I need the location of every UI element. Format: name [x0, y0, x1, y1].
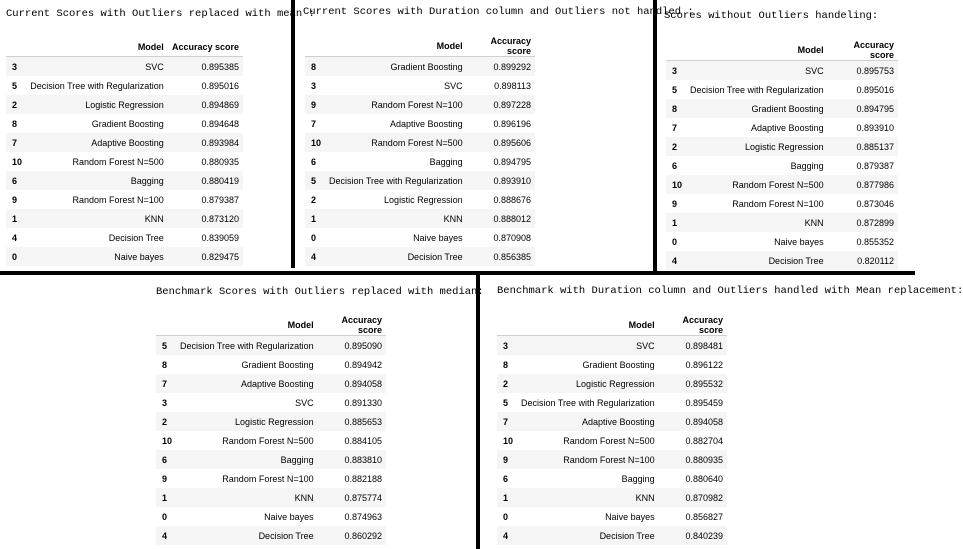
accuracy-score-cell: 0.880419 [168, 171, 243, 190]
accuracy-score-cell: 0.891330 [344, 397, 382, 408]
scores-table-current-duration [305, 36, 535, 266]
column-header-model: Model [686, 40, 828, 61]
table-row [6, 95, 243, 114]
scores-table-benchmark-duration-mean [497, 315, 727, 545]
model-name-cell: Random Forest N=100 [222, 473, 314, 484]
row-index: 0 [162, 511, 168, 522]
table-row [497, 355, 727, 374]
table-row [6, 228, 243, 247]
table-row [305, 247, 535, 266]
table-row [6, 133, 243, 152]
table-row [305, 133, 535, 152]
separator-vertical-1 [291, 0, 295, 268]
table-row [305, 152, 535, 171]
table-row [666, 251, 898, 270]
panel-title-current-duration: Current Scores with Duration column and Outliers not handled : [303, 6, 694, 18]
column-header-accuracy: Accuracy score [659, 315, 727, 336]
model-name-cell: Random Forest N=100 [72, 194, 164, 205]
accuracy-score-cell: 0.894942 [344, 359, 382, 370]
table-row [6, 152, 243, 171]
model-name-cell: Random Forest N=100 [325, 95, 467, 114]
table-row [6, 57, 243, 77]
model-name-cell: Gradient Boosting [91, 118, 164, 129]
model-name-cell: Naive bayes [774, 236, 824, 247]
model-name-cell: Bagging [176, 450, 318, 469]
accuracy-score-cell: 0.829475 [168, 247, 243, 266]
accuracy-score-cell: 0.898481 [659, 336, 727, 356]
model-name-cell: Naive bayes [26, 247, 168, 266]
accuracy-score-cell: 0.884105 [344, 435, 382, 446]
table-row [497, 336, 727, 356]
table-row [666, 137, 898, 156]
model-name-cell: SVC [26, 57, 168, 77]
accuracy-score-cell: 0.882188 [344, 473, 382, 484]
panel-title-current-mean: Current Scores with Outliers replaced with mean : [6, 8, 315, 20]
table-row [497, 374, 727, 393]
model-name-cell: Logistic Regression [517, 374, 659, 393]
table-row [497, 450, 727, 469]
table-row [666, 99, 898, 118]
accuracy-score-cell: 0.856827 [685, 511, 723, 522]
accuracy-score-cell: 0.870982 [659, 488, 727, 507]
row-index: 7 [497, 412, 517, 431]
accuracy-score-cell: 0.894795 [828, 99, 898, 118]
model-name-cell: Adaptive Boosting [176, 374, 318, 393]
table-row [305, 95, 535, 114]
accuracy-score-cell: 0.888676 [493, 194, 531, 205]
model-name-cell: Gradient Boosting [241, 359, 314, 370]
model-name-cell: Logistic Regression [686, 137, 828, 156]
row-index: 2 [156, 412, 176, 431]
model-name-cell: Bagging [790, 160, 824, 171]
table-row [497, 469, 727, 488]
row-index: 3 [162, 397, 168, 408]
table-row [666, 194, 898, 213]
row-index: 0 [503, 511, 509, 522]
accuracy-score-cell: 0.895532 [659, 374, 727, 393]
table-row [497, 393, 727, 412]
row-index: 1 [305, 209, 325, 228]
row-index: 6 [503, 473, 509, 484]
row-index: 6 [6, 171, 26, 190]
accuracy-score-cell: 0.880935 [201, 156, 239, 167]
row-index: 10 [12, 156, 23, 167]
model-name-cell: Gradient Boosting [325, 57, 467, 77]
accuracy-score-cell: 0.839059 [201, 232, 239, 243]
table-header-row [497, 315, 727, 336]
panel-title-benchmark-duration-mean: Benchmark with Duration column and Outliers handled with Mean replacement: [497, 285, 963, 297]
model-name-cell: Naive bayes [413, 232, 463, 243]
model-name-cell: Naive bayes [605, 511, 655, 522]
accuracy-score-cell: 0.894058 [659, 412, 727, 431]
row-index: 10 [305, 133, 325, 152]
row-index: 3 [311, 80, 317, 91]
row-index: 8 [305, 57, 325, 77]
accuracy-score-cell: 0.883810 [318, 450, 386, 469]
model-name-cell: Gradient Boosting [582, 359, 655, 370]
table-row [6, 247, 243, 266]
accuracy-score-cell: 0.894648 [201, 118, 239, 129]
model-name-cell: Adaptive Boosting [517, 412, 659, 431]
row-index: 9 [12, 194, 18, 205]
row-index: 5 [305, 171, 325, 190]
scores-table-no-outliers [666, 40, 898, 270]
row-index: 3 [6, 57, 26, 77]
row-index: 7 [156, 374, 176, 393]
row-index: 6 [311, 156, 317, 167]
row-index: 9 [672, 198, 678, 209]
row-index: 10 [162, 435, 173, 446]
row-index: 0 [311, 232, 317, 243]
accuracy-score-cell: 0.856385 [467, 247, 535, 266]
separator-vertical-2 [653, 0, 657, 272]
accuracy-score-cell: 0.895090 [318, 336, 386, 356]
accuracy-score-cell: 0.893910 [467, 171, 535, 190]
table-row [305, 209, 535, 228]
table-row [666, 213, 898, 232]
model-name-cell: KNN [325, 209, 467, 228]
table-row [666, 118, 898, 137]
accuracy-score-cell: 0.820112 [828, 251, 898, 270]
row-index: 6 [672, 160, 678, 171]
table-row [666, 175, 898, 194]
accuracy-score-cell: 0.899292 [467, 57, 535, 77]
table-header-row [666, 40, 898, 61]
table-row [156, 450, 386, 469]
table-row [497, 526, 727, 545]
row-index: 8 [666, 99, 686, 118]
model-name-cell: Random Forest N=500 [325, 133, 467, 152]
column-header-accuracy: Accuracy score [318, 315, 386, 336]
model-name-cell: Decision Tree [108, 232, 164, 243]
table-row [305, 114, 535, 133]
row-index: 1 [666, 213, 686, 232]
accuracy-score-cell: 0.896122 [685, 359, 723, 370]
row-index: 1 [497, 488, 517, 507]
accuracy-score-cell: 0.896196 [493, 118, 531, 129]
table-row [156, 526, 386, 545]
accuracy-score-cell: 0.879387 [856, 160, 894, 171]
model-name-cell: Random Forest N=500 [222, 435, 314, 446]
model-name-cell: Decision Tree with Regularization [521, 397, 655, 408]
accuracy-score-cell: 0.895606 [467, 133, 535, 152]
accuracy-score-cell: 0.894058 [318, 374, 386, 393]
model-name-cell: Decision Tree with Regularization [325, 171, 467, 190]
model-name-cell: Random Forest N=100 [517, 450, 659, 469]
model-name-cell: Adaptive Boosting [390, 118, 463, 129]
scores-table-current-mean [6, 37, 243, 266]
model-name-cell: Decision Tree with Regularization [176, 336, 318, 356]
table-row [6, 76, 243, 95]
row-index: 8 [162, 359, 168, 370]
table-row [666, 232, 898, 251]
model-name-cell: Decision Tree with Regularization [690, 84, 824, 95]
row-index: 5 [503, 397, 509, 408]
accuracy-score-cell: 0.895385 [168, 57, 243, 77]
table-row [156, 488, 386, 507]
accuracy-score-cell: 0.860292 [318, 526, 386, 545]
accuracy-score-cell: 0.895753 [828, 61, 898, 81]
accuracy-score-cell: 0.873120 [168, 209, 243, 228]
accuracy-score-cell: 0.875774 [318, 488, 386, 507]
model-name-cell: KNN [26, 209, 168, 228]
table-row [156, 469, 386, 488]
table-row [305, 171, 535, 190]
column-header-model: Model [325, 36, 467, 57]
scores-table-benchmark-median [156, 315, 386, 545]
row-index: 9 [162, 473, 168, 484]
table-row [666, 156, 898, 175]
table-row [6, 209, 243, 228]
row-index: 2 [666, 137, 686, 156]
separator-horizontal [0, 271, 915, 275]
model-name-cell: KNN [686, 213, 828, 232]
column-header-model: Model [517, 315, 659, 336]
row-index: 7 [6, 133, 26, 152]
row-index: 1 [156, 488, 176, 507]
model-name-cell: Bagging [621, 473, 655, 484]
row-index: 8 [12, 118, 18, 129]
model-name-cell: KNN [517, 488, 659, 507]
row-index: 9 [305, 95, 325, 114]
row-index: 3 [666, 61, 686, 81]
panel-title-no-outliers: Scores without Outliers handeling: [664, 10, 879, 22]
accuracy-score-cell: 0.893984 [168, 133, 243, 152]
row-index: 4 [12, 232, 18, 243]
row-index: 5 [156, 336, 176, 356]
separator-vertical-3 [476, 275, 480, 549]
row-index: 2 [311, 194, 317, 205]
table-row [666, 80, 898, 99]
column-header-accuracy: Accuracy score [467, 36, 535, 57]
model-name-cell: Decision Tree [517, 526, 659, 545]
model-name-cell: Random Forest N=500 [72, 156, 164, 167]
accuracy-score-cell: 0.855352 [856, 236, 894, 247]
table-row [6, 114, 243, 133]
row-index: 7 [672, 122, 678, 133]
accuracy-score-cell: 0.874963 [344, 511, 382, 522]
row-index: 2 [497, 374, 517, 393]
model-name-cell: Naive bayes [264, 511, 314, 522]
row-index: 10 [666, 175, 686, 194]
model-name-cell: SVC [686, 61, 828, 81]
model-name-cell: Logistic Regression [26, 95, 168, 114]
model-name-cell: Bagging [26, 171, 168, 190]
model-name-cell: Logistic Regression [176, 412, 318, 431]
column-header-model: Model [176, 315, 318, 336]
column-header-accuracy: Accuracy score [168, 37, 243, 57]
table-header-row [156, 315, 386, 336]
table-row [305, 76, 535, 95]
row-index: 6 [156, 450, 176, 469]
accuracy-score-cell: 0.879387 [201, 194, 239, 205]
table-row [156, 507, 386, 526]
model-name-cell: SVC [517, 336, 659, 356]
table-row [156, 336, 386, 356]
accuracy-score-cell: 0.880640 [685, 473, 723, 484]
accuracy-score-cell: 0.877986 [828, 175, 898, 194]
accuracy-score-cell: 0.897228 [467, 95, 535, 114]
table-row [666, 61, 898, 81]
accuracy-score-cell: 0.885653 [318, 412, 386, 431]
row-index: 4 [305, 247, 325, 266]
accuracy-score-cell: 0.895459 [685, 397, 723, 408]
table-row [156, 393, 386, 412]
model-name-cell: Random Forest N=500 [686, 175, 828, 194]
panel-title-benchmark-median: Benchmark Scores with Outliers replaced with median: [156, 286, 484, 298]
table-row [156, 412, 386, 431]
row-index: 8 [503, 359, 509, 370]
table-row [156, 431, 386, 450]
model-name-cell: Bagging [429, 156, 463, 167]
accuracy-score-cell: 0.888012 [467, 209, 535, 228]
accuracy-score-cell: 0.893910 [856, 122, 894, 133]
row-index: 0 [672, 236, 678, 247]
model-name-cell: Gradient Boosting [686, 99, 828, 118]
row-index: 4 [497, 526, 517, 545]
model-name-cell: Adaptive Boosting [26, 133, 168, 152]
accuracy-score-cell: 0.895016 [201, 80, 239, 91]
row-index: 1 [6, 209, 26, 228]
row-index: 4 [666, 251, 686, 270]
accuracy-score-cell: 0.880935 [659, 450, 727, 469]
model-name-cell: KNN [176, 488, 318, 507]
accuracy-score-cell: 0.895016 [856, 84, 894, 95]
table-row [156, 355, 386, 374]
row-index: 0 [6, 247, 26, 266]
row-index: 9 [497, 450, 517, 469]
accuracy-score-cell: 0.885137 [828, 137, 898, 156]
accuracy-score-cell: 0.894869 [168, 95, 243, 114]
table-row [497, 431, 727, 450]
column-header-accuracy: Accuracy score [828, 40, 898, 61]
row-index: 5 [12, 80, 18, 91]
model-name-cell: Logistic Regression [384, 194, 463, 205]
row-index: 10 [503, 435, 514, 446]
column-header-model: Model [26, 37, 168, 57]
table-row [497, 507, 727, 526]
table-row [156, 374, 386, 393]
table-row [305, 57, 535, 77]
accuracy-score-cell: 0.894795 [493, 156, 531, 167]
model-name-cell: SVC [295, 397, 314, 408]
model-name-cell: Decision Tree [325, 247, 467, 266]
table-header-row [305, 36, 535, 57]
accuracy-score-cell: 0.872899 [828, 213, 898, 232]
accuracy-score-cell: 0.840239 [659, 526, 727, 545]
model-name-cell: Random Forest N=100 [732, 198, 824, 209]
accuracy-score-cell: 0.882704 [685, 435, 723, 446]
model-name-cell: SVC [444, 80, 463, 91]
accuracy-score-cell: 0.873046 [856, 198, 894, 209]
model-name-cell: Decision Tree [686, 251, 828, 270]
model-name-cell: Adaptive Boosting [751, 122, 824, 133]
model-name-cell: Decision Tree with Regularization [30, 80, 164, 91]
table-row [6, 190, 243, 209]
table-row [497, 412, 727, 431]
row-index: 7 [311, 118, 317, 129]
table-row [305, 190, 535, 209]
model-name-cell: Decision Tree [176, 526, 318, 545]
row-index: 5 [672, 84, 678, 95]
accuracy-score-cell: 0.898113 [494, 80, 531, 91]
row-index: 2 [6, 95, 26, 114]
table-row [6, 171, 243, 190]
table-row [497, 488, 727, 507]
model-name-cell: Random Forest N=500 [563, 435, 655, 446]
table-row [305, 228, 535, 247]
row-index: 3 [497, 336, 517, 356]
row-index: 4 [156, 526, 176, 545]
accuracy-score-cell: 0.870908 [493, 232, 531, 243]
table-header-row [6, 37, 243, 57]
